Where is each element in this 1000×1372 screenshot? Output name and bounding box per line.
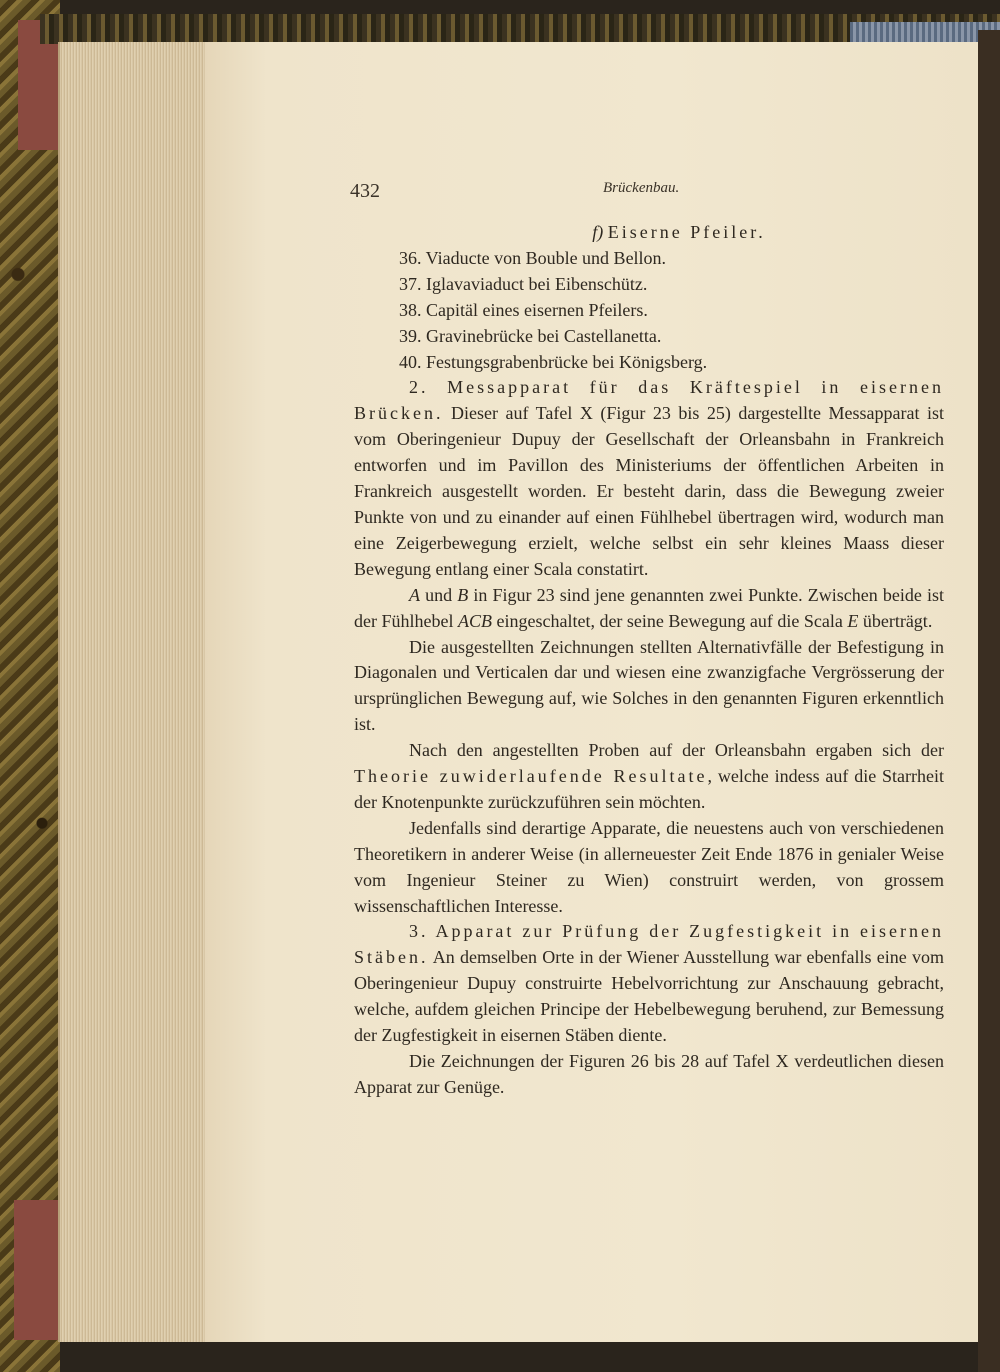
section-label: f) bbox=[592, 222, 604, 242]
list-item: 39. Gravinebrücke bei Castellanetta. bbox=[399, 325, 662, 346]
symbol-a: A bbox=[409, 584, 420, 605]
list-item: 36. Viaducte von Bouble und Bellon. bbox=[399, 247, 667, 268]
paragraph-text: Dieser auf Tafel X (Figur 23 bis 25) dargestellte Messapparat ist vom Oberingenieur Dupuy der Gesellschaft der Orleansbahn in Frankreich entworfen und im Pavillon des Ministeriums der öffentlichen Arbeiten in Frankreich ausgestellt worden. Er besteht darin, dass die Bewegung zweier Punkte von und zu einander auf einen Fühlhebel übertragen wird, wodurch man eine Zeigerbewegung erzielt, welche selbst ein sehr kleines Maass dieser Bewegung entlang einer Scala constatirt. bbox=[354, 403, 944, 579]
paragraph-text: , welche indess auf die Starrheit der Knotenpunkte zurückzuführen sein möchten. bbox=[354, 766, 944, 812]
paragraph-lead: 2. Messapparat für das Kräftespiel in eisernen Brücken. bbox=[354, 377, 944, 424]
paragraph-text: und bbox=[420, 584, 458, 605]
list-item: 37. Iglavaviaduct bei Eibenschütz. bbox=[399, 273, 648, 294]
paragraph-apparatus: Jedenfalls sind derartige Apparate, die neuestens auch von verschiedenen Theoretikern in anderer Weise (in allerneuester Zeit Ende 1876 in genialer Weise vom Ingenieur Steiner zu Wien) construirt werden, von grossem wissenschaftlichen Interesse. bbox=[354, 817, 944, 916]
paragraph-drawings: Die ausgestellten Zeichnungen stellten Alternativfälle der Befestigung in Diagonalen und Verticalen dar und wiesen eine zwanzigfache Vergrösserung der ursprünglichen Bewegung auf, wie Solches in den genannten Figuren erkenntlich ist. bbox=[354, 636, 944, 735]
section-heading bbox=[354, 220, 944, 246]
symbol-e: E bbox=[847, 610, 859, 631]
paragraph-messapparat bbox=[354, 375, 944, 582]
paragraph-text: in Figur 23 sind jene genannten zwei Punkte. Zwischen beide ist der Fühlhebel bbox=[354, 584, 945, 631]
paragraph-text: An demselben Orte in der Wiener Ausstellung war ebenfalls eine vom Oberingenieur Dupuy construirte Hebelvorrichtung zur Anschauung gebracht, welche, aufdem gleichen Principe der Hebelbewegung beruhend, zur Bemessung der Zugfestigkeit in eisernen Stäben diente. bbox=[354, 947, 944, 1046]
list-item: 40. Festungsgrabenbrücke bei Königsberg. bbox=[399, 351, 708, 372]
symbol-b: B bbox=[457, 584, 469, 605]
paragraph-text: eingeschaltet, der seine Bewegung auf die Scala bbox=[491, 610, 848, 631]
paragraph-points bbox=[354, 583, 944, 635]
paragraph-zugfestigkeit bbox=[354, 919, 944, 1049]
emphasis-text: Theorie zuwiderlaufende Resultate bbox=[354, 766, 708, 787]
page-number: 432 bbox=[350, 180, 380, 202]
symbol-acb: ACB bbox=[457, 610, 492, 631]
paragraph-lead: 3. Apparat zur Prüfung der Zugfestigkeit in eisernen Stäben. bbox=[354, 921, 944, 968]
facing-page-edge bbox=[978, 30, 1000, 1372]
cover-leather-corner-bottom bbox=[14, 1200, 62, 1340]
paragraph-results bbox=[354, 738, 944, 816]
paragraph-figures: Die Zeichnungen der Figuren 26 bis 28 auf Tafel X verdeutlichen diesen Apparat zur Genüge. bbox=[354, 1051, 944, 1097]
paragraph-text: überträgt. bbox=[858, 610, 933, 631]
running-title: Brückenbau. bbox=[603, 180, 680, 196]
section-title: Eiserne Pfeiler. bbox=[607, 222, 766, 242]
marbled-book-cover bbox=[0, 0, 60, 1372]
paragraph-text: Nach den angestellten Proben auf der Orleansbahn ergaben sich der bbox=[409, 740, 944, 761]
list-item: 38. Capitäl eines eisernen Pfeilers. bbox=[399, 299, 648, 320]
page-body bbox=[354, 220, 944, 1101]
